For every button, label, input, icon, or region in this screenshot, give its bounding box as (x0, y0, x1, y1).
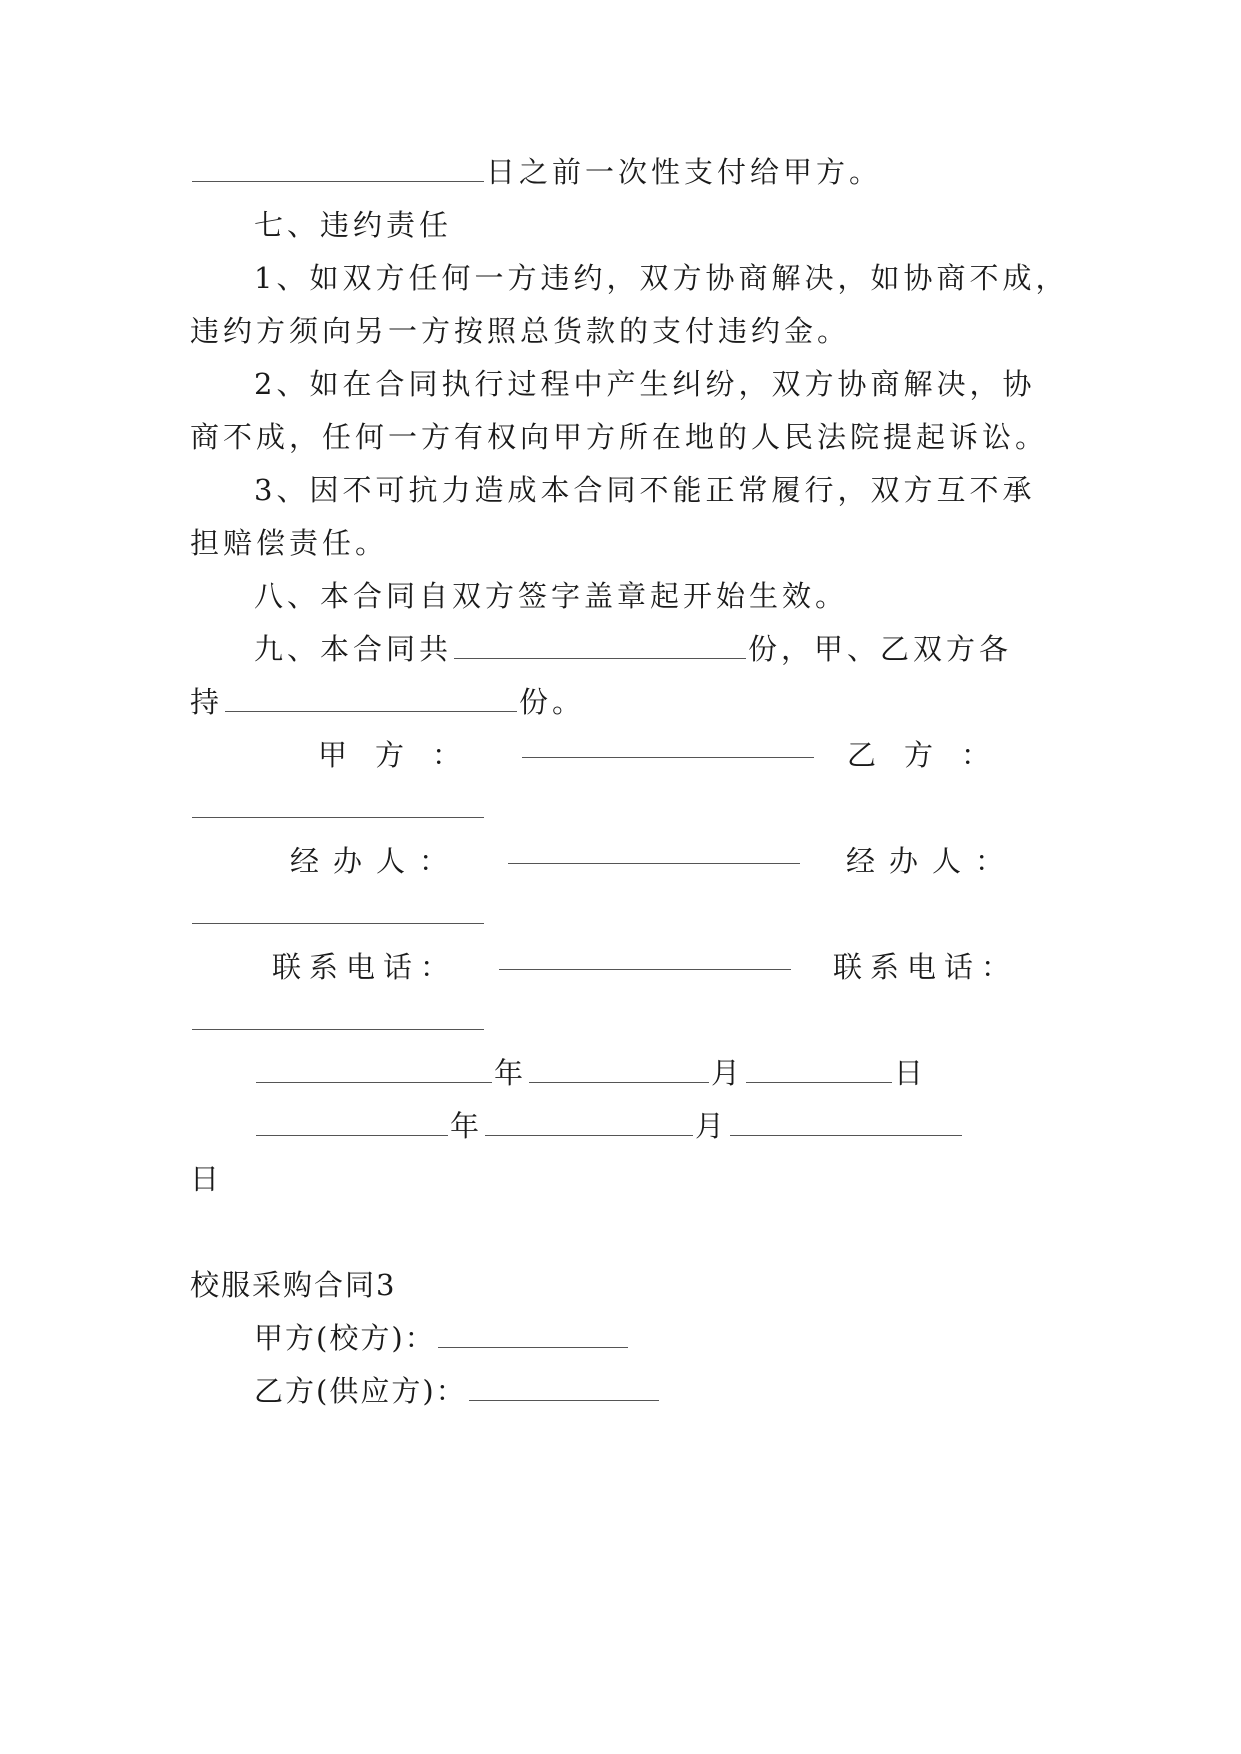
day-a-label: 日 (894, 1056, 928, 1090)
day-b-label-row: 日 (190, 1162, 224, 1196)
clause-7-1-a: 1、如双方任何一方违约，双方协商解决，如协商不成， (254, 261, 1069, 295)
agent-a-label: 经办人： (290, 844, 463, 878)
month-a-label: 月 (711, 1056, 745, 1090)
agent-a-blank (508, 841, 800, 864)
phone-b-blank-row (190, 1000, 1070, 1040)
clause-7-2-a: 2、如在合同执行过程中产生纠纷，双方协商解决，协 (254, 367, 1036, 401)
contract-3-party-a-label: 甲方(校方)： (254, 1321, 436, 1355)
agent-b-label: 经办人： (845, 844, 1018, 878)
contract-3-party-a-blank (438, 1325, 628, 1348)
section-9-mid: 份，甲、乙双方各 (748, 632, 1013, 666)
section-9-b (190, 682, 1070, 722)
copies-each-blank (225, 689, 517, 712)
day-a-blank (746, 1060, 892, 1083)
date-row-b (254, 1106, 1134, 1146)
contract-3-party-a (254, 1318, 1134, 1358)
year-b-label: 年 (450, 1109, 484, 1143)
payment-text: 日之前一次性支付给甲方。 (486, 155, 883, 189)
day-b-blank (730, 1113, 962, 1136)
section-9-prefix: 九、本合同共 (254, 632, 453, 666)
contract-3-party-b-blank (469, 1378, 659, 1401)
month-a-blank (529, 1060, 709, 1083)
section-9-b-prefix: 持 (190, 685, 224, 719)
copies-blank (454, 636, 746, 659)
clause-7-3-a: 3、因不可抗力造成本合同不能正常履行，双方互不承 (254, 473, 1036, 507)
phone-b-label: 联系电话： (832, 950, 1018, 984)
section-8: 八、本合同自双方签字盖章起开始生效。 (254, 579, 849, 613)
contract-3-title: 校服采购合同3 (190, 1268, 397, 1302)
section-9-a (254, 629, 1134, 669)
signature-phone-row (272, 947, 1018, 987)
clause-7-3-b: 担赔偿责任。 (190, 526, 389, 560)
party-b-blank-row (190, 788, 1070, 828)
section-9-b-suffix: 份。 (519, 685, 586, 719)
section-7-title: 七、违约责任 (254, 208, 453, 242)
contract-3-party-b-label: 乙方(供应方)： (254, 1374, 467, 1408)
phone-a-blank (499, 947, 791, 970)
agent-b-blank-row (190, 894, 1070, 934)
phone-b-blank (192, 1007, 484, 1030)
signature-agent-row (290, 841, 1018, 881)
month-b-blank (485, 1113, 693, 1136)
payment-line (190, 152, 1070, 192)
party-a-blank (522, 735, 814, 758)
phone-a-label: 联系电话： (272, 950, 458, 984)
contract-3-party-b (254, 1371, 1134, 1411)
year-b-blank (256, 1113, 448, 1136)
clause-7-2-b: 商不成，任何一方有权向甲方所在地的人民法院提起诉讼。 (190, 420, 1049, 454)
party-b-label: 乙方： (846, 738, 1018, 772)
year-a-blank (256, 1060, 492, 1083)
signature-party-row (318, 735, 1018, 775)
clause-7-1-b: 违约方须向另一方按照总货款的支付违约金。 (190, 314, 851, 348)
year-a-label: 年 (494, 1056, 528, 1090)
blank-field (192, 159, 484, 182)
agent-b-blank (192, 901, 484, 924)
party-a-label: 甲方： (318, 738, 490, 772)
month-b-label: 月 (695, 1109, 729, 1143)
party-b-blank (192, 795, 484, 818)
date-row-a (254, 1053, 1134, 1093)
